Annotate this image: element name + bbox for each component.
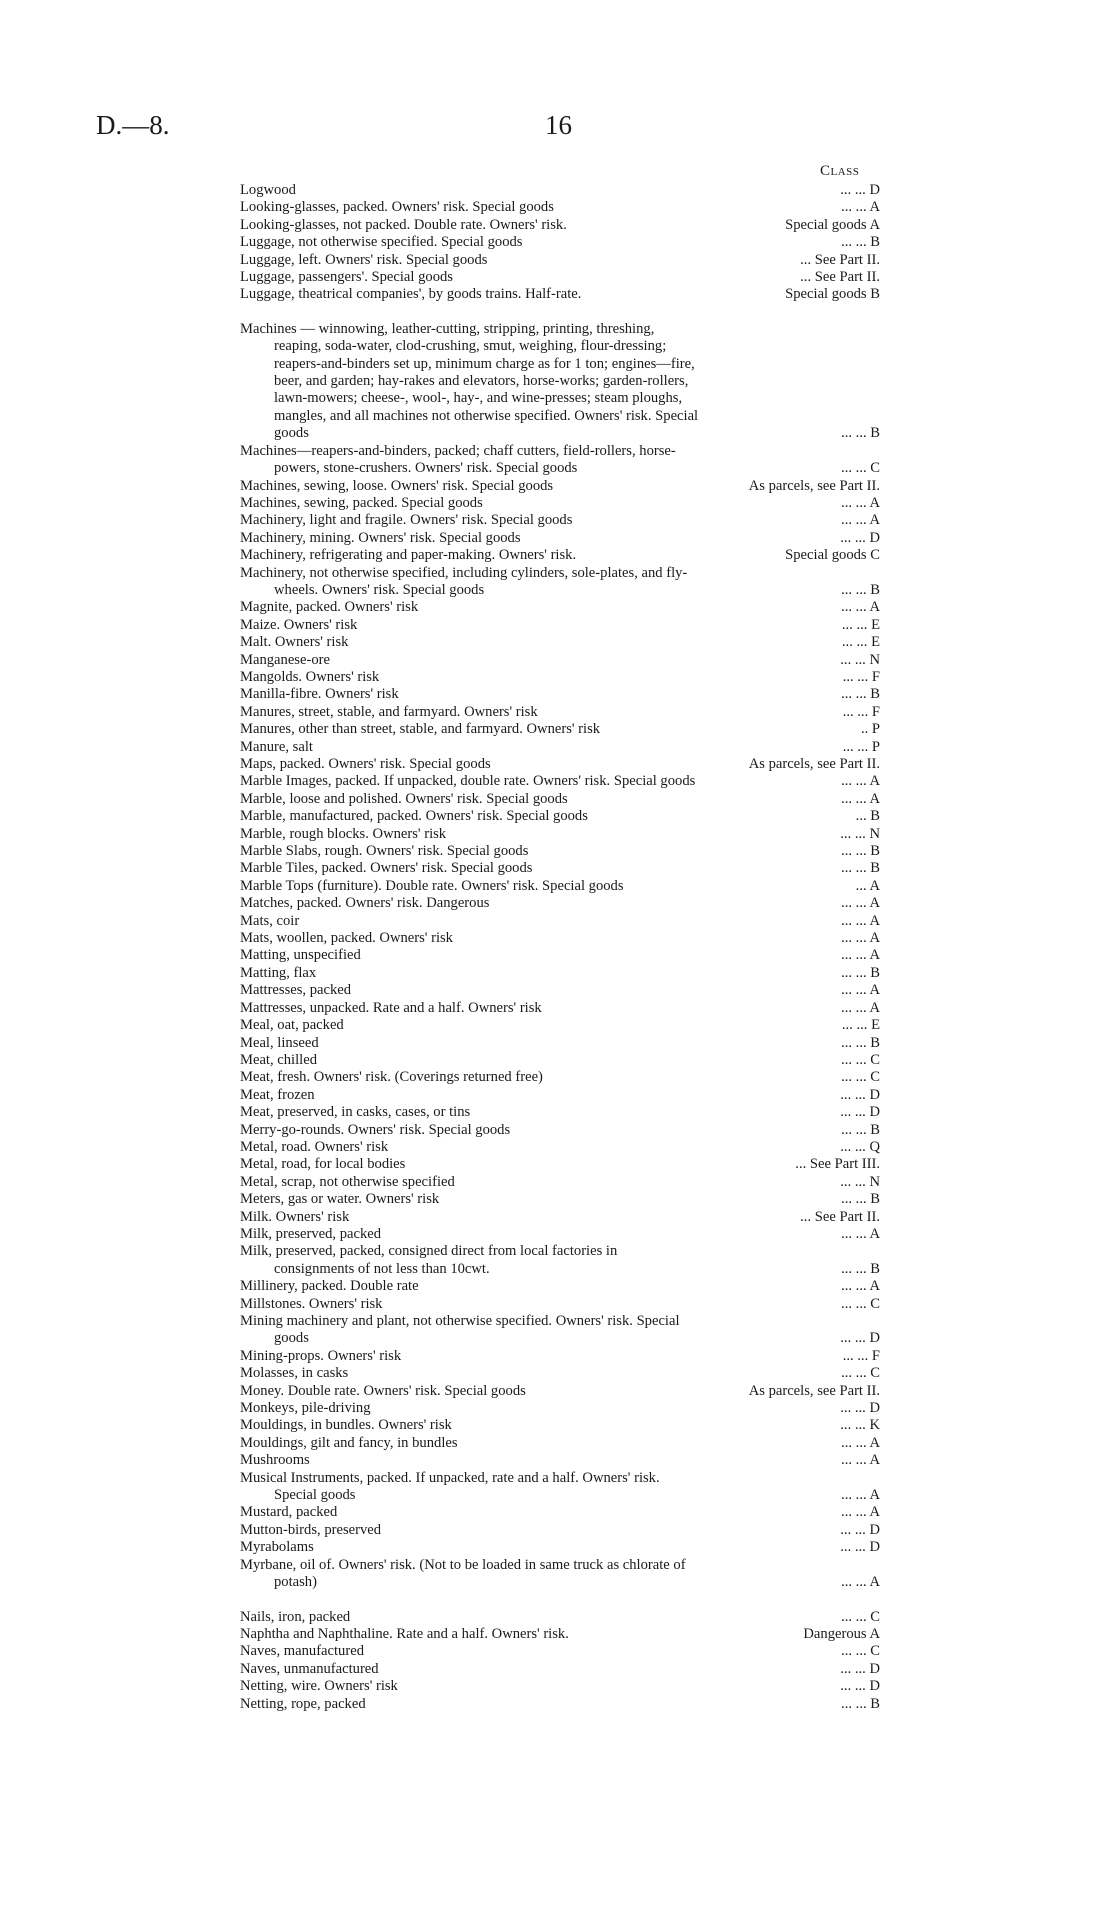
goods-entry — [240, 269, 890, 286]
goods-entry — [240, 1348, 890, 1365]
goods-description: Maps, packed. Owners' risk. Special goods — [240, 756, 491, 772]
goods-entry — [240, 1696, 890, 1713]
goods-class: ... ... Q — [840, 1138, 880, 1155]
section-gap — [240, 1592, 890, 1609]
goods-description: Machinery, not otherwise specified, including cylinders, sole-plates, and fly-wheels. Owners' risk. Special goods — [240, 564, 688, 598]
goods-entry — [240, 321, 890, 443]
goods-description: Mining-props. Owners' risk — [240, 1347, 402, 1364]
goods-description: Luggage, passengers'. Special goods — [240, 269, 453, 286]
goods-description: Marble Tops (furniture). Double rate. Owners' risk. Special goods — [240, 877, 624, 894]
goods-class: ... ... D — [840, 1330, 880, 1347]
goods-class: ... ... C — [841, 1295, 880, 1312]
goods-class: .. P — [860, 721, 880, 738]
goods-description: Machines, sewing, loose. Owners' risk. Special goods — [240, 477, 554, 494]
goods-entry — [240, 1678, 890, 1695]
goods-class: ... ... K — [840, 1417, 880, 1434]
goods-class: ... ... B — [841, 860, 880, 877]
goods-description: Molasses, in casks — [240, 1365, 349, 1382]
goods-entry — [240, 1174, 890, 1191]
goods-description: Metal, scrap, not otherwise specified — [240, 1173, 455, 1190]
goods-entry — [240, 565, 890, 600]
goods-class: ... ... N — [840, 651, 880, 668]
goods-class: ... ... A — [841, 1487, 880, 1504]
goods-entry — [240, 599, 890, 616]
goods-entry — [240, 530, 890, 547]
goods-entry — [240, 1000, 890, 1017]
goods-description: Nails, iron, packed — [240, 1608, 351, 1625]
goods-class: ... ... A — [841, 512, 880, 529]
goods-entry — [240, 1243, 890, 1278]
goods-class: ... ... F — [842, 703, 880, 720]
goods-entry — [240, 930, 890, 947]
goods-class: ... ... A — [841, 912, 880, 929]
goods-description: Netting, wire. Owners' risk — [240, 1678, 398, 1695]
goods-entry — [240, 1226, 890, 1243]
goods-class: As parcels, see Part II. — [748, 756, 880, 772]
goods-description: Matting, unspecified — [240, 947, 361, 964]
goods-description: Machines—reapers-and-binders, packed; chaff cutters, field-rollers, horse-powers, stone-crushers. Owners' risk. Special goods — [240, 442, 676, 477]
goods-class: ... ... N — [840, 825, 880, 842]
goods-description: Myrabolams — [240, 1539, 314, 1556]
goods-entry — [240, 217, 890, 234]
goods-description: Musical Instruments, packed. If unpacked, rate and a half. Owners' risk. Special goods — [240, 1469, 660, 1504]
goods-description: Meters, gas or water. Owners' risk — [240, 1191, 440, 1208]
goods-class: ... ... B — [841, 1695, 880, 1712]
goods-description: Machinery, light and fragile. Owners' risk. Special goods — [240, 512, 573, 529]
goods-description: Looking-glasses, not packed. Double rate. Owners' risk. — [240, 216, 567, 233]
goods-class: ... ... B — [841, 1260, 880, 1277]
goods-class: ... ... E — [841, 1017, 880, 1034]
goods-description: Mouldings, gilt and fancy, in bundles — [240, 1434, 458, 1451]
goods-entry — [240, 1191, 890, 1208]
goods-description: Marble, rough blocks. Owners' risk — [240, 825, 447, 842]
goods-description: Luggage, not otherwise specified. Special goods — [240, 234, 523, 251]
goods-class: ... ... C — [841, 1051, 880, 1068]
goods-entry — [240, 1278, 890, 1295]
goods-entry — [240, 1417, 890, 1434]
goods-entry — [240, 721, 890, 738]
goods-entry — [240, 1156, 890, 1173]
goods-class: ... ... C — [841, 1069, 880, 1086]
goods-class: As parcels, see Part II. — [748, 1382, 880, 1399]
goods-description: Mouldings, in bundles. Owners' risk — [240, 1417, 452, 1434]
goods-class: ... ... B — [841, 581, 880, 598]
goods-entry — [240, 634, 890, 651]
goods-description: Marble Images, packed. If unpacked, double rate. Owners' risk. Special goods — [240, 773, 696, 790]
goods-entry — [240, 1052, 890, 1069]
goods-entry — [240, 1139, 890, 1156]
goods-description: Meat, frozen — [240, 1086, 315, 1103]
goods-description: Machines, sewing, packed. Special goods — [240, 494, 483, 511]
goods-class: ... ... A — [841, 1574, 880, 1591]
goods-description: Mattresses, packed — [240, 982, 352, 999]
goods-class: ... ... D — [840, 1539, 880, 1556]
goods-class: ... ... D — [840, 1400, 880, 1417]
goods-class: ... ... A — [841, 930, 880, 947]
goods-class: ... B — [855, 808, 880, 825]
goods-class: ... ... A — [841, 947, 880, 964]
goods-entry — [240, 965, 890, 982]
goods-description: Looking-glasses, packed. Owners' risk. Special goods — [240, 199, 554, 216]
goods-entry — [240, 1383, 890, 1400]
goods-description: Mining machinery and plant, not otherwise specified. Owners' risk. Special goods — [240, 1313, 680, 1347]
goods-class: ... ... B — [841, 964, 880, 981]
goods-entry — [240, 1400, 890, 1417]
goods-description: Marble, manufactured, packed. Owners' risk. Special goods — [240, 808, 588, 825]
goods-description: Magnite, packed. Owners' risk — [240, 599, 419, 616]
goods-entry — [240, 773, 890, 790]
goods-entry — [240, 1643, 890, 1660]
goods-entry — [240, 547, 890, 564]
goods-entry — [240, 1209, 890, 1226]
goods-description: Malt. Owners' risk — [240, 634, 349, 651]
goods-entry — [240, 199, 890, 216]
goods-entry — [240, 1435, 890, 1452]
goods-description: Milk. Owners' risk — [240, 1208, 350, 1225]
goods-entry — [240, 1017, 890, 1034]
goods-description: Manganese-ore — [240, 651, 330, 668]
goods-class: ... ... D — [840, 529, 880, 546]
goods-description: Mustard, packed — [240, 1504, 338, 1521]
goods-description: Millinery, packed. Double rate — [240, 1278, 419, 1295]
goods-entry — [240, 1504, 890, 1521]
goods-description: Meat, preserved, in casks, cases, or tins — [240, 1104, 471, 1121]
goods-class: ... See Part II. — [800, 269, 880, 286]
goods-class: ... ... F — [842, 1347, 880, 1364]
goods-class: ... ... B — [841, 1191, 880, 1208]
goods-class: ... ... C — [841, 1365, 880, 1382]
goods-description: Mattresses, unpacked. Rate and a half. Owners' risk — [240, 999, 542, 1016]
goods-class: ... ... A — [841, 1434, 880, 1451]
goods-entry — [240, 478, 890, 495]
goods-description: Machines — winnowing, leather-cutting, stripping, printing, threshing, reaping, soda-water, clod-crushing, smut, weighing, flour-dressing; reapers-and-binders set up, minimum charge as for 1 ton; engines—fire, beer, and garden; hay-rakes and elevators, horse-works; garden-rollers, lawn-mowers; cheese-, wool-, hay-, and wine-presses; steam ploughs, mangles, and all machines not otherwise specified. Owners' risk. Special goods — [240, 320, 699, 442]
goods-entry — [240, 1539, 890, 1556]
goods-classification-list — [240, 182, 890, 1713]
goods-description: Mutton-birds, preserved — [240, 1521, 382, 1538]
goods-class: ... ... D — [840, 1660, 880, 1677]
goods-entry — [240, 1069, 890, 1086]
goods-class: ... ... B — [841, 1121, 880, 1138]
goods-class: ... ... D — [840, 1086, 880, 1103]
goods-entry — [240, 1626, 890, 1643]
goods-description: Naves, unmanufactured — [240, 1660, 379, 1677]
goods-entry — [240, 182, 890, 199]
goods-class: ... ... B — [841, 1034, 880, 1051]
goods-description: Marble Slabs, rough. Owners' risk. Special goods — [240, 843, 529, 860]
goods-class: ... ... B — [841, 843, 880, 860]
goods-entry — [240, 895, 890, 912]
goods-description: Matches, packed. Owners' risk. Dangerous — [240, 895, 490, 912]
goods-description: Machinery, refrigerating and paper-making. Owners' risk. — [240, 547, 577, 564]
goods-class: ... ... A — [841, 773, 880, 790]
goods-class: ... ... C — [841, 1643, 880, 1660]
goods-description: Netting, rope, packed — [240, 1695, 366, 1712]
page-number: 16 — [545, 110, 572, 140]
goods-description: Myrbane, oil of. Owners' risk. (Not to be loaded in same truck as chlorate of potash) — [240, 1556, 686, 1591]
goods-entry — [240, 252, 890, 269]
goods-class: ... ... F — [842, 668, 880, 685]
goods-entry — [240, 791, 890, 808]
section-gap — [240, 304, 890, 321]
goods-entry — [240, 704, 890, 721]
goods-class: ... ... A — [841, 895, 880, 912]
goods-description: Logwood — [240, 182, 296, 198]
goods-description: Marble Tiles, packed. Owners' risk. Special goods — [240, 860, 533, 877]
goods-class: ... ... E — [841, 634, 880, 651]
goods-entry — [240, 1609, 890, 1626]
goods-class: ... ... A — [841, 1278, 880, 1295]
goods-description: Meal, oat, packed — [240, 1017, 344, 1034]
goods-entry — [240, 512, 890, 529]
goods-class: ... ... C — [841, 1608, 880, 1625]
goods-description: Meat, chilled — [240, 1051, 317, 1068]
goods-entry — [240, 982, 890, 999]
goods-entry — [240, 1122, 890, 1139]
goods-class: ... ... B — [841, 425, 880, 442]
goods-class: ... ... A — [841, 999, 880, 1016]
goods-entry — [240, 1313, 890, 1348]
goods-entry — [240, 947, 890, 964]
goods-entry — [240, 913, 890, 930]
goods-class: ... ... B — [841, 686, 880, 703]
class-column-heading: Class — [820, 163, 860, 179]
goods-description: Metal, road. Owners' risk — [240, 1138, 389, 1155]
goods-description: Luggage, left. Owners' risk. Special goods — [240, 251, 488, 268]
goods-description: Milk, preserved, packed — [240, 1225, 382, 1242]
goods-entry — [240, 1104, 890, 1121]
goods-description: Luggage, theatrical companies', by goods trains. Half-rate. — [240, 286, 582, 303]
goods-class: Special goods C — [785, 547, 880, 564]
goods-entry — [240, 756, 890, 773]
document-reference: D.—8. — [96, 110, 170, 140]
goods-class: ... ... D — [840, 1678, 880, 1695]
goods-class: ... ... N — [840, 1173, 880, 1190]
goods-entry — [240, 652, 890, 669]
goods-entry — [240, 826, 890, 843]
goods-entry — [240, 234, 890, 251]
goods-description: Mats, woollen, packed. Owners' risk — [240, 930, 453, 947]
goods-entry — [240, 739, 890, 756]
goods-description: Machinery, mining. Owners' risk. Special goods — [240, 529, 521, 546]
goods-entry — [240, 286, 890, 303]
goods-entry — [240, 808, 890, 825]
goods-description: Money. Double rate. Owners' risk. Special goods — [240, 1382, 526, 1399]
goods-description: Merry-go-rounds. Owners' risk. Special goods — [240, 1121, 511, 1138]
goods-class: Special goods B — [785, 286, 880, 303]
goods-class: ... See Part III. — [795, 1156, 880, 1173]
goods-class: ... ... D — [840, 182, 880, 198]
goods-class: ... ... C — [841, 460, 880, 477]
goods-description: Millstones. Owners' risk — [240, 1295, 383, 1312]
goods-class: ... ... A — [841, 199, 880, 216]
goods-class: ... ... A — [841, 1225, 880, 1242]
goods-class: ... ... A — [841, 790, 880, 807]
goods-class: ... ... D — [840, 1104, 880, 1121]
goods-class: ... See Part II. — [800, 251, 880, 268]
goods-description: Mats, coir — [240, 912, 300, 929]
goods-description: Manures, other than street, stable, and farmyard. Owners' risk — [240, 721, 601, 738]
goods-class: ... ... D — [840, 1521, 880, 1538]
goods-description: Naphtha and Naphthaline. Rate and a half. Owners' risk. — [240, 1625, 569, 1642]
goods-description: Manures, street, stable, and farmyard. Owners' risk — [240, 703, 538, 720]
goods-class: ... ... B — [841, 234, 880, 251]
goods-entry — [240, 878, 890, 895]
goods-description: Matting, flax — [240, 964, 317, 981]
goods-class: Special goods A — [785, 216, 880, 233]
goods-description: Monkeys, pile-driving — [240, 1400, 371, 1417]
goods-description: Meat, fresh. Owners' risk. (Coverings returned free) — [240, 1069, 543, 1086]
goods-entry — [240, 1296, 890, 1313]
goods-description: Metal, road, for local bodies — [240, 1156, 406, 1173]
goods-entry — [240, 1557, 890, 1592]
goods-entry — [240, 617, 890, 634]
goods-entry — [240, 1365, 890, 1382]
goods-entry — [240, 1452, 890, 1469]
goods-class: ... ... A — [841, 982, 880, 999]
goods-class: ... ... A — [841, 1452, 880, 1469]
goods-class: As parcels, see Part II. — [748, 477, 880, 494]
goods-description: Marble, loose and polished. Owners' risk. Special goods — [240, 790, 568, 807]
goods-entry — [240, 1522, 890, 1539]
goods-entry — [240, 443, 890, 478]
goods-entry — [240, 1087, 890, 1104]
goods-class: ... ... P — [842, 738, 880, 755]
goods-entry — [240, 686, 890, 703]
goods-class: ... See Part II. — [800, 1208, 880, 1225]
goods-class: ... ... E — [841, 616, 880, 633]
goods-entry — [240, 860, 890, 877]
goods-description: Milk, preserved, packed, consigned direct from local factories in consignments of not less than 10cwt. — [240, 1243, 618, 1277]
goods-description: Mushrooms — [240, 1452, 310, 1469]
goods-class: ... A — [855, 877, 880, 894]
goods-class: ... ... A — [841, 494, 880, 511]
goods-description: Mangolds. Owners' risk — [240, 668, 380, 685]
goods-entry — [240, 495, 890, 512]
goods-description: Meal, linseed — [240, 1034, 319, 1051]
goods-entry — [240, 1470, 890, 1505]
goods-class: ... ... A — [841, 599, 880, 616]
goods-description: Naves, manufactured — [240, 1643, 364, 1660]
goods-description: Maize. Owners' risk — [240, 616, 358, 633]
goods-entry — [240, 669, 890, 686]
goods-description: Manilla-fibre. Owners' risk — [240, 686, 399, 703]
goods-class: Dangerous A — [803, 1625, 880, 1642]
goods-entry — [240, 1035, 890, 1052]
goods-entry — [240, 1661, 890, 1678]
goods-entry — [240, 843, 890, 860]
goods-class: ... ... A — [841, 1504, 880, 1521]
goods-description: Manure, salt — [240, 738, 313, 755]
